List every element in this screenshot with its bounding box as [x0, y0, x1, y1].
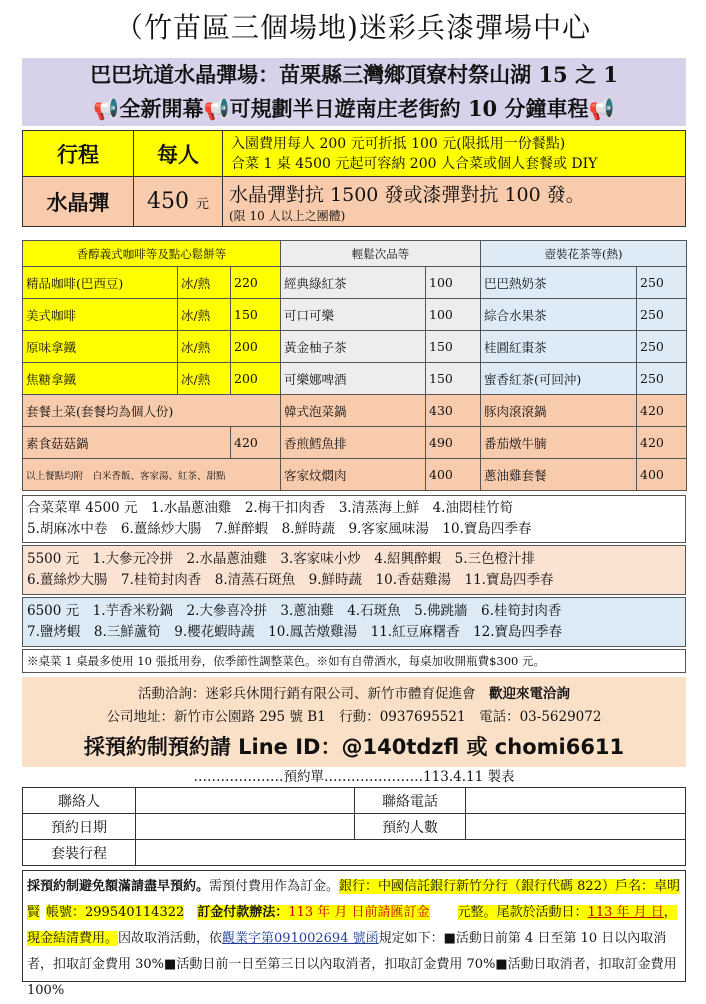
- pricing-table: [22, 130, 686, 227]
- terms-rule1: 活動日前第 4 日至第 10 日以內取消者，扣取訂金費用 30%: [27, 931, 667, 972]
- megaphone-icon: 📢: [93, 96, 120, 121]
- terms-deposit: 需預付費用作為訂金。: [209, 879, 340, 894]
- coffee-name: 焦糖拿鐵: [23, 363, 178, 395]
- set-name: 香煎鱈魚排: [281, 427, 426, 459]
- combo-note: ※桌菜 1 桌最多使用 10 張抵用券，依季節性調整菜色。※如有自帶酒水，每桌加收開瓶費$300 元。: [22, 649, 686, 673]
- set-price: 490: [426, 427, 481, 459]
- tea-name: 蜜香紅茶(可回沖): [481, 363, 637, 395]
- tea-header: 壺裝花茶等(熱): [481, 241, 687, 267]
- terms-rule3: 活動日取消者，扣取訂金費用 100%: [27, 957, 677, 998]
- route-header: 行程: [23, 131, 134, 177]
- square-icon: ■: [164, 957, 177, 972]
- admission-note-2: 合菜 1 桌 4500 元起可容納 200 人合菜或個人套餐或 DIY: [231, 155, 598, 172]
- package-label: 套裝行程: [23, 840, 136, 866]
- tea-price: 250: [637, 331, 687, 363]
- combo-5500: [22, 545, 686, 595]
- opening-text: 全新開幕: [119, 96, 204, 121]
- terms-cash: ，現金結清費用。: [27, 905, 677, 946]
- set-name: 客家炆燜肉: [281, 459, 426, 491]
- tea-price: 250: [637, 267, 687, 299]
- coffee-temp: 冰/熱: [178, 363, 231, 395]
- set-meal-note: 套餐土菜(套餐均為個人份): [23, 395, 281, 427]
- contact-block: [22, 677, 686, 767]
- reservation-form: [22, 787, 686, 866]
- set-price: 430: [426, 395, 481, 427]
- crystal-desc-note: (限 10 人以上之團體): [229, 208, 346, 223]
- tea-price: 250: [637, 363, 687, 395]
- per-person-header: 每人: [134, 131, 223, 177]
- drink-name: 黃金柚子茶: [281, 331, 426, 363]
- coffee-price: 200: [231, 363, 281, 395]
- coffee-temp: 冰/熱: [178, 267, 231, 299]
- package-input[interactable]: [136, 840, 686, 866]
- coffee-price: 150: [231, 299, 281, 331]
- terms-rule2: 活動日前一日至第三日以內取消者，扣取訂金費用 70%: [176, 957, 496, 972]
- phone-input[interactable]: [466, 788, 686, 814]
- contact-input[interactable]: [136, 788, 355, 814]
- welcome-call: 歡迎來電洽詢: [489, 686, 570, 702]
- line-id-prefix: 採預約制預約請 Line ID：: [83, 735, 342, 759]
- combo-4500-line2: 5.胡麻冰中卷 6.薑絲炒大腸 7.鮮醉蝦 8.鮮時蔬 9.客家風味湯 10.寶島四季春: [27, 521, 532, 537]
- set-price: 400: [426, 459, 481, 491]
- combo-4500: [22, 495, 686, 543]
- terms-balance: 元整。尾款於活動日：: [457, 905, 588, 920]
- set-price: 420: [637, 395, 687, 427]
- opening-banner: [22, 92, 686, 126]
- phone-label: 聯絡電話: [355, 788, 466, 814]
- set-price: 420: [231, 427, 281, 459]
- line-id-value[interactable]: @140tdzfl 或 chomi6611: [341, 735, 625, 759]
- combo-5500-line2: 6.薑絲炒大腸 7.桂筍封肉香 8.清蒸石斑魚 9.鮮時蔬 10.香菇雞湯 11.寶島四季春: [27, 572, 554, 588]
- coffee-name: 精品咖啡(巴西豆): [23, 267, 178, 299]
- organizer: 活動洽詢：迷彩兵休閒行銷有限公司、新竹市體育促進會: [138, 686, 476, 702]
- admission-note: [223, 131, 686, 177]
- crystal-item: 水晶彈: [23, 177, 134, 227]
- terms-bank: 銀行：中國信託銀行新竹分行（銀行代碼 822）戶名：卓明賢: [27, 879, 680, 920]
- square-icon: ■: [495, 957, 508, 972]
- coffee-name: 美式咖啡: [23, 299, 178, 331]
- crystal-price: [134, 177, 223, 227]
- terms-deposit-date: 113 年 月 日前請匯訂金: [288, 905, 430, 920]
- menu-table: [22, 240, 687, 491]
- date-label: 預約日期: [23, 814, 136, 840]
- set-name: 韓式泡菜鍋: [281, 395, 426, 427]
- set-price: 400: [637, 459, 687, 491]
- combo-6500-line1: 6500 元 1.芋香米粉鍋 2.大參喜冷拼 3.蔥油雞 4.石斑魚 5.佛跳牆 6.桂筍封肉香: [27, 603, 562, 619]
- combo-5500-line1: 5500 元 1.大參元冷拼 2.水晶蔥油雞 3.客家味小炒 4.紹興醉蝦 5.三色橙汁排: [27, 551, 536, 567]
- terms-method: 訂金付款辦法：: [197, 905, 289, 920]
- price-value: 450: [146, 189, 189, 214]
- set-name: 豚肉滾滾鍋: [481, 395, 637, 427]
- admission-note-1: 入園費用每人 200 元可折抵 100 元(限抵用一份餐點): [231, 135, 566, 152]
- set-name: 素食菇菇鍋: [23, 427, 231, 459]
- set-name: 蔥油雞套餐: [481, 459, 637, 491]
- terms-event-date: 113 年 月 日: [587, 905, 664, 920]
- contact-label: 聯絡人: [23, 788, 136, 814]
- drink-price: 150: [426, 363, 481, 395]
- set-name: 番茄燉牛腩: [481, 427, 637, 459]
- terms-advance: 採預約制避免額滿請盡早預約。: [27, 879, 210, 894]
- price-unit: 元: [195, 197, 209, 212]
- coffee-temp: 冰/熱: [178, 299, 231, 331]
- coffee-name: 原味拿鐵: [23, 331, 178, 363]
- drink-price: 100: [426, 299, 481, 331]
- venue-banner: 巴巴坑道水晶彈場：苗栗縣三灣鄉頂寮村祭山湖 15 之 1: [22, 58, 686, 92]
- coffee-header: 香醇義式咖啡等及點心鬆餅等: [23, 241, 281, 267]
- page-title: （竹苗區三個場地)迷彩兵漆彈場中心: [115, 11, 591, 44]
- crystal-desc: [223, 177, 686, 227]
- count-input[interactable]: [466, 814, 686, 840]
- coffee-price: 220: [231, 267, 281, 299]
- drinks-header: 輕鬆次品等: [281, 241, 481, 267]
- set-footnote: 以上餐點均附 白米香飯、客家湯、紅茶、甜點: [23, 459, 281, 491]
- tea-name: 桂圓紅棗茶: [481, 331, 637, 363]
- tea-name: 綜合水果茶: [481, 299, 637, 331]
- square-icon: ■: [443, 931, 456, 946]
- drink-name: 經典綠紅茶: [281, 267, 426, 299]
- combo-4500-line1: 合菜菜單 4500 元 1.水晶蔥油雞 2.梅干扣肉香 3.清蒸海上鮮 4.油悶桂竹筍: [27, 500, 513, 516]
- drink-price: 150: [426, 331, 481, 363]
- drink-price: 100: [426, 267, 481, 299]
- terms-regulation-link[interactable]: 觀業字第091002694 號函: [222, 931, 379, 946]
- combo-6500-line2: 7.鹽烤蝦 8.三鮮蘆筍 9.櫻花蝦時蔬 10.鳳苦燉雞湯 11.紅豆麻糬香 12.寶島四季春: [27, 624, 563, 640]
- contact-line2: 公司地址：新竹市公園路 295 號 B1 行動：0937695521 電話：03-5629072: [106, 709, 602, 725]
- trip-text: 可規劃半日遊南庄老街約 10 分鐘車程: [229, 96, 589, 121]
- crystal-desc-main: 水晶彈對抗 1500 發或漆彈對抗 100 發。: [229, 183, 585, 206]
- drink-name: 可口可樂: [281, 299, 426, 331]
- set-price: 420: [637, 427, 687, 459]
- date-input[interactable]: [136, 814, 355, 840]
- terms-account: 帳號：299540114322: [46, 905, 185, 920]
- coffee-price: 200: [231, 331, 281, 363]
- contact-line1: [22, 682, 686, 702]
- tea-price: 250: [637, 299, 687, 331]
- form-heading: ‥‥‥‥‥‥‥‥‥‥預約單‥‥‥‥‥‥‥‥‥‥‥113.4.11 製表: [193, 769, 515, 785]
- coffee-temp: 冰/熱: [178, 331, 231, 363]
- tea-name: 巴巴熱奶茶: [481, 267, 637, 299]
- terms-rules: 規定如下：: [378, 931, 444, 946]
- count-label: 預約人數: [355, 814, 466, 840]
- drink-name: 可樂娜啤酒: [281, 363, 426, 395]
- megaphone-icon: 📢: [588, 96, 615, 121]
- line-id: [22, 731, 686, 761]
- megaphone-icon: 📢: [203, 96, 230, 121]
- terms-cancel: 因故取消活動，依: [118, 931, 223, 946]
- combo-6500: [22, 597, 686, 647]
- payment-terms: [22, 870, 686, 998]
